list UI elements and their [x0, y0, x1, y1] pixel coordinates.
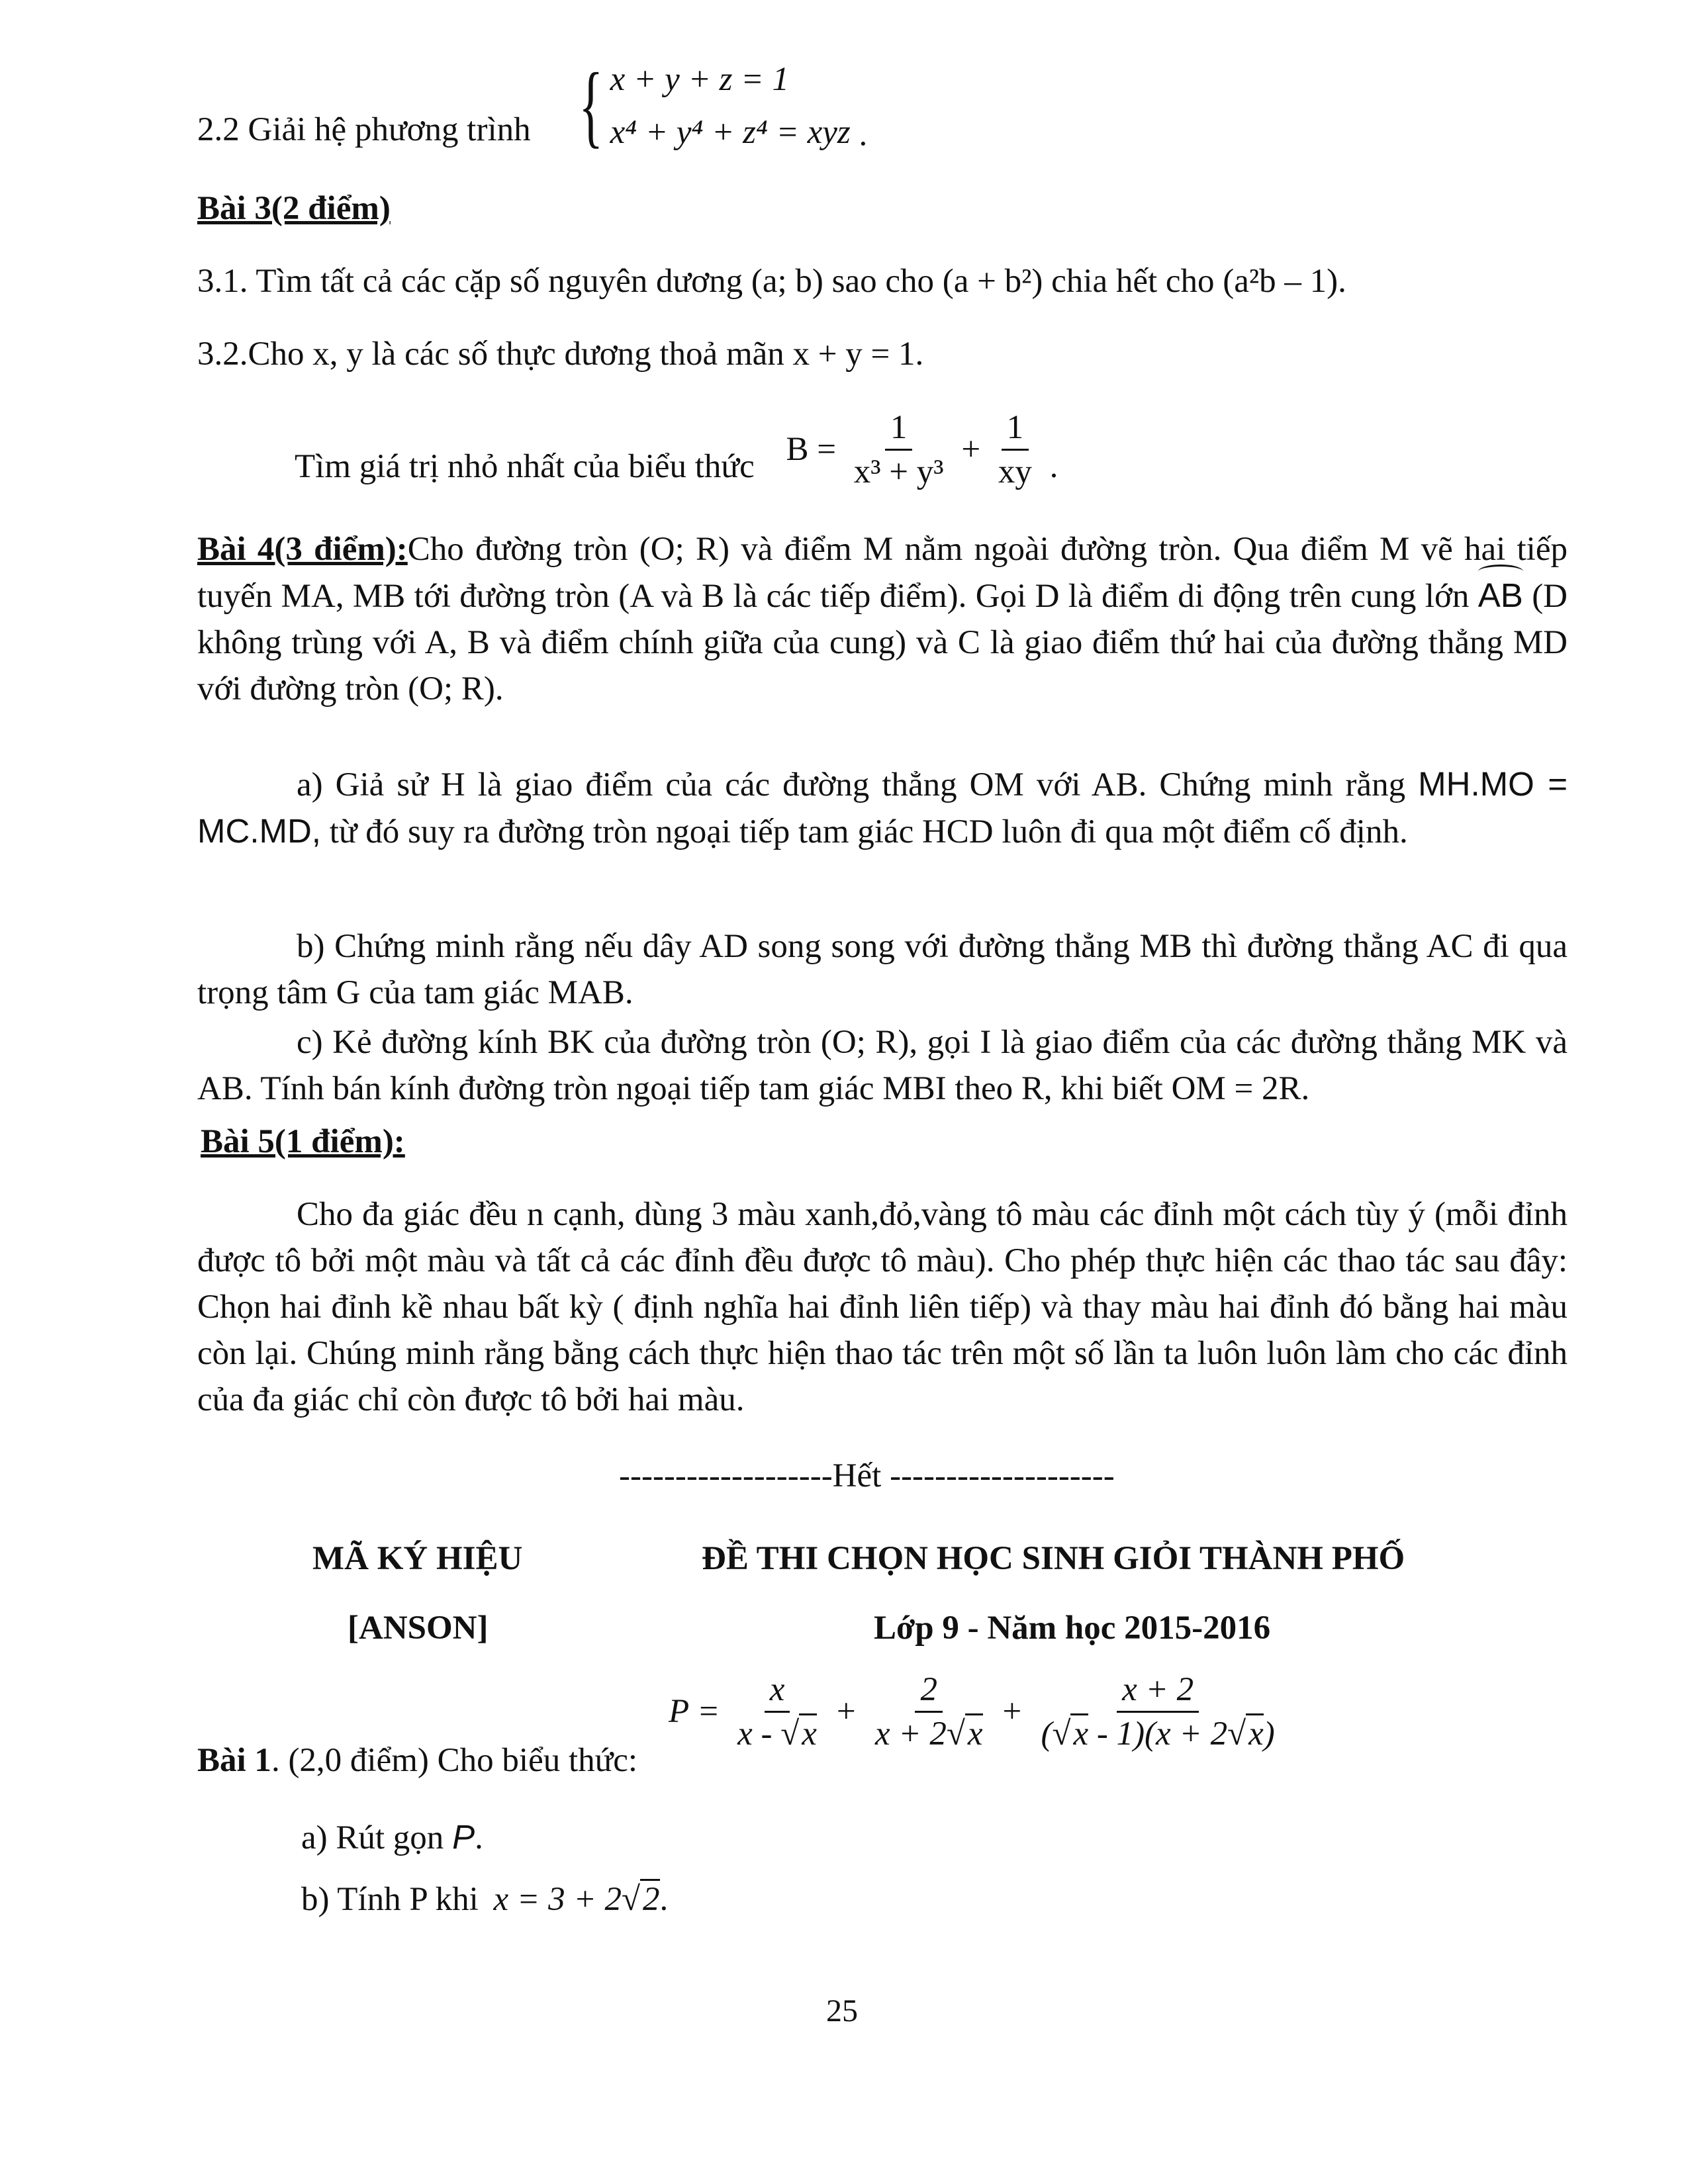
bai1-part-b-math: x = 3 + 2√2 [494, 1881, 660, 1918]
bai4-intro-text-1: Cho đường tròn (O; R) và điểm M nằm ngoài đường tròn. Qua điểm M vẽ hai tiếp tuyến MA, MB tới đường tròn (A và B là các tiếp điểm). Gọi D là điểm di động trên cung lớn [197, 531, 1568, 615]
b-fraction-1-num: 1 [885, 409, 913, 451]
p-fraction-1 [732, 1671, 822, 1752]
bai4-part-a-math: MH.MO = MC.MD, [197, 765, 1568, 850]
bai1-part-a: a) Rút gọn P. [301, 1818, 483, 1856]
bai3-question-1: 3.1. Tìm tất cả các cặp số nguyên dương (a; b) sao cho (a + b²) chia hết cho (a²b – 1). [197, 263, 1346, 300]
bai3-expression-label: Tìm giá trị nhỏ nhất của biểu thức [295, 448, 755, 485]
b-fraction-2 [993, 409, 1037, 490]
b-end-dot: . [1049, 448, 1058, 485]
bai3-question-2: 3.2.Cho x, y là các số thực dương thoả mãn x + y = 1. [197, 336, 924, 373]
b-lhs: B = [786, 431, 836, 469]
b-fraction-1 [849, 409, 949, 490]
b-plus: + [961, 431, 981, 469]
end-line: -------------------Hết -------------------- [619, 1457, 1115, 1494]
exam-title: ĐỀ THI CHỌN HỌC SINH GIỎI THÀNH PHỐ [702, 1540, 1405, 1577]
bai5-heading: Bài 5(1 điểm): [201, 1123, 405, 1160]
bai1-intro-text: . (2,0 điểm) Cho biểu thức: [271, 1742, 638, 1779]
bai4-part-a-text-2: từ đó suy ra đường tròn ngoại tiếp tam giác HCD luôn đi qua một điểm cố định. [329, 813, 1408, 850]
p-fraction-1-den: x - √x [732, 1713, 822, 1752]
bai4-part-a-text-1: a) Giả sử H là giao điểm của các đường thẳng OM với AB. Chứng minh rằng [297, 766, 1406, 803]
exam-subtitle: Lớp 9 - Năm học 2015-2016 [874, 1610, 1271, 1647]
system-eq-1: x + y + z = 1 [610, 61, 789, 98]
left-brace-icon: { [579, 54, 604, 157]
p-expression [669, 1671, 1284, 1752]
system-end-dot: . [859, 116, 868, 154]
p-fraction-3-den: (√x - 1)(x + 2√x) [1035, 1713, 1280, 1752]
bai1-intro [197, 1737, 637, 1784]
bai1-part-a-text: a) Rút gọn [301, 1819, 444, 1856]
p-plus-2: + [1000, 1692, 1023, 1730]
bai4-intro-text-2: (D không trùng với A, B và điểm chính giữa của cung) và C là giao điểm thứ hai của đường thẳng MD với đường tròn (O; R). [197, 578, 1568, 707]
bai4-part-c: c) Kẻ đường kính BK của đường tròn (O; R), gọi I là giao điểm của các đường thẳng MK và AB. Tính bán kính đường tròn ngoại tiếp tam giác MBI theo R, khi biết OM = 2R. [197, 1024, 1568, 1107]
bai1-part-b: b) Tính P khi x = 3 + 2√2. [301, 1876, 668, 1923]
p-lhs: P = [669, 1692, 720, 1730]
p-fraction-3-num: x + 2 [1117, 1671, 1199, 1713]
p-fraction-2-den: x + 2√x [870, 1713, 988, 1752]
p-fraction-1-num: x [765, 1671, 790, 1713]
exam-code: [ANSON] [348, 1610, 489, 1647]
bai4-heading: Bài 4(3 điểm): [197, 531, 408, 568]
b-fraction-2-den: xy [998, 453, 1032, 491]
system-eq-2: x⁴ + y⁴ + z⁴ = xyz [610, 114, 851, 151]
bai4-part-a [197, 761, 1568, 855]
bai5-text: Cho đa giác đều n cạnh, dùng 3 màu xanh,đỏ,vàng tô màu các đỉnh một cách tùy ý (mỗi đỉnh được tô bởi một màu và tất cả các đỉnh đều được tô màu). Cho phép thực hiện các thao tác sau đây: Chọn hai đỉnh kề nhau bất kỳ ( định nghĩa hai đỉnh liên tiếp) và thay màu hai đỉnh đó bằng hai màu còn lại. Chúng minh rằng bằng cách thực hiện thao tác trên một số lần ta luôn luôn làm cho các đỉnh của đa giác chỉ còn được tô bởi hai màu. [197, 1196, 1568, 1418]
b-fraction-1-den: x³ + y³ [853, 453, 944, 491]
bai4-part-b: b) Chứng minh rằng nếu dây AD song song với đường thẳng MB thì đường thẳng AC đi qua trọng tâm G của tam giác MAB. [197, 928, 1568, 1011]
bai1-heading: Bài 1 [197, 1742, 271, 1779]
problem-2-2 [197, 53, 867, 159]
code-label: MÃ KÝ HIỆU [312, 1540, 523, 1577]
page-number: 25 [826, 1993, 858, 2028]
bai4-intro [197, 526, 1568, 712]
p-fraction-2-num: 2 [915, 1671, 943, 1713]
bai1-part-b-text: b) Tính P khi [301, 1881, 479, 1918]
bai3-heading: Bài 3(2 điểm) [197, 190, 391, 227]
b-fraction-2-num: 1 [1002, 409, 1029, 451]
bai3-expression-line [295, 404, 1058, 490]
p-plus-1: + [834, 1692, 858, 1730]
p-fraction-2 [870, 1671, 988, 1752]
bai1-part-a-var: P [452, 1818, 475, 1856]
equation-system [559, 53, 850, 159]
arc-ab: AB [1477, 576, 1523, 614]
p-fraction-3 [1035, 1671, 1280, 1752]
problem-2-2-label: 2.2 Giải hệ phương trình [197, 111, 531, 148]
